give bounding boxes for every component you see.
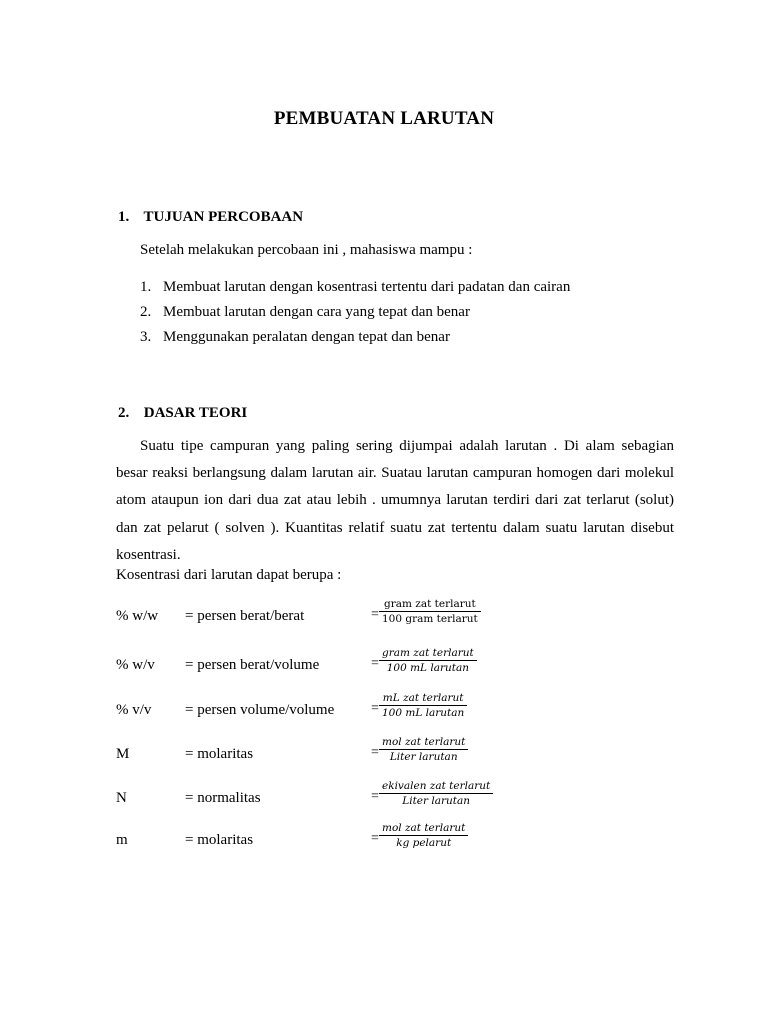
section-1-title: TUJUAN PERCOBAAN — [143, 209, 304, 225]
fraction-numerator: gram zat terlarut — [379, 597, 481, 612]
formula-description: = persen berat/volume — [185, 657, 320, 673]
formula-row-vv: % v/v = persen volume/volume = mL zat terlarut 100 mL larutan — [116, 702, 676, 738]
formula-symbol: m — [116, 832, 128, 848]
formula-symbol: % v/v — [116, 702, 152, 718]
formula-description: = molaritas — [185, 832, 254, 848]
formula-symbol: % w/w — [116, 608, 159, 624]
concentration-lead: Kosentrasi dari larutan dapat berupa : — [116, 567, 342, 583]
fraction-denominator: Liter larutan — [402, 795, 470, 807]
objective-item: 1. Membuat larutan dengan kosentrasi tertentu dari padatan dan cairan — [140, 279, 571, 295]
fraction-denominator: 100 mL larutan — [382, 707, 465, 719]
fraction-numerator: mol zat terlarut — [379, 821, 468, 836]
fraction-numerator: ekivalen zat terlarut — [379, 779, 493, 794]
paragraph-line: kosentrasi. — [116, 546, 181, 563]
fraction-numerator: gram zat terlarut — [379, 646, 477, 661]
fraction-denominator: 100 gram terlarut — [382, 613, 478, 625]
formula-description: = molaritas — [185, 746, 254, 762]
fraction-denominator: kg pelarut — [396, 837, 452, 849]
paragraph-line: Suatu tipe campuran yang paling sering dijumpai adalah larutan . Di alam sebagian — [140, 438, 674, 454]
formula-row-molality: m = molaritas = mol zat terlarut kg pelarut — [116, 832, 676, 868]
paragraph-line: dan zat pelarut ( solven ). Kuantitas relatif suatu zat tertentu dalam suatu larutan disebut — [116, 519, 674, 536]
formula-symbol: N — [116, 790, 127, 806]
objective-item: 3. Menggunakan peralatan dengan tepat dan benar — [140, 329, 450, 345]
fraction-denominator: 100 mL larutan — [386, 662, 469, 674]
formula-row-wv: % w/v = persen berat/volume = gram zat terlarut 100 mL larutan — [116, 657, 676, 693]
objectives-intro: Setelah melakukan percobaan ini , mahasiswa mampu : — [140, 242, 473, 258]
theory-paragraph — [116, 433, 674, 569]
formula-description: = normalitas — [185, 790, 261, 806]
section-1-heading — [118, 209, 303, 226]
formula-row-molarity: M = molaritas = mol zat terlarut Liter larutan — [116, 746, 676, 782]
formula-symbol: % w/v — [116, 657, 155, 673]
fraction-numerator: mol zat terlarut — [379, 735, 468, 750]
fraction-numerator: mL zat terlarut — [379, 691, 467, 706]
section-2-title: DASAR TEORI — [143, 405, 248, 421]
section-1-number: 1. — [118, 209, 130, 225]
paragraph-line: atom ataupun ion dari dua zat atau lebih . umumnya larutan terdiri dari zat terlarut (solut) — [116, 492, 674, 509]
document-title: PEMBUATAN LARUTAN — [273, 108, 495, 129]
formula-symbol: M — [116, 746, 130, 762]
fraction-denominator: Liter larutan — [389, 751, 458, 763]
objective-item: 2. Membuat larutan dengan cara yang tepat dan benar — [140, 304, 470, 320]
formula-description: = persen berat/berat — [185, 608, 305, 624]
formula-description: = persen volume/volume — [185, 702, 335, 718]
formula-row-ww: % w/w = persen berat/berat = gram zat terlarut 100 gram terlarut — [116, 608, 676, 644]
section-2-number: 2. — [118, 405, 130, 421]
paragraph-line: besar reaksi berlangsung dalam larutan air. Suatau larutan campuran homogen dari molekul — [116, 465, 674, 482]
section-2-heading — [118, 405, 247, 422]
formula-row-normality: N = normalitas = ekivalen zat terlarut Liter larutan — [116, 790, 676, 826]
